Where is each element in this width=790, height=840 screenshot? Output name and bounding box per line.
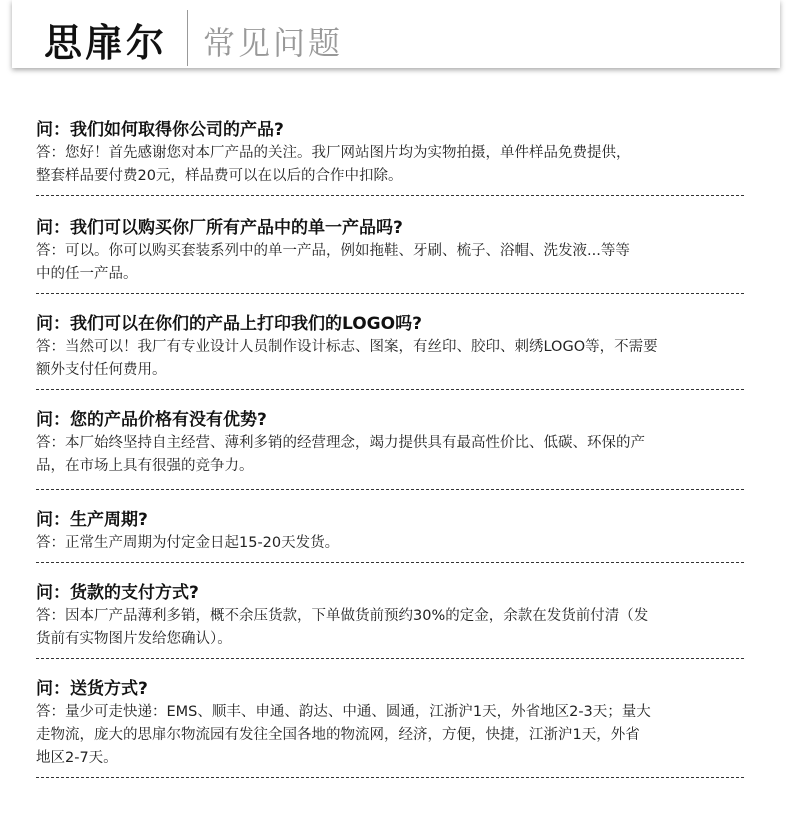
faq-item [36, 294, 744, 390]
faq-list [36, 118, 744, 778]
faq-question: 问：送货方式? [36, 679, 148, 699]
section-title: 常见问题 [203, 24, 344, 62]
faq-item [36, 196, 744, 294]
faq-answer-line: 地区2-7天。 [36, 750, 118, 766]
faq-item [36, 659, 744, 778]
faq-question: 问：生产周期? [36, 510, 148, 530]
faq-answer [36, 336, 744, 382]
faq-item [36, 118, 744, 196]
faq-answer-line: 答：因本厂产品薄利多销，概不余压货款，下单做货前预约30%的定金，余款在发货前付清（发 [36, 608, 649, 624]
faq-answer-line: 货前有实物图片发给您确认）。 [36, 631, 232, 647]
faq-answer [36, 142, 744, 188]
faq-answer-line: 答：本厂始终坚持自主经营、薄利多销的经营理念，竭力提供具有最高性价比、低碳、环保的产 [36, 435, 645, 451]
faq-question: 问：我们如何取得你公司的产品? [36, 120, 284, 140]
faq-item [36, 390, 744, 490]
header-divider [187, 10, 188, 66]
faq-answer [36, 701, 744, 770]
faq-answer [36, 240, 744, 286]
brand-logo-text: 思扉尔 [44, 21, 168, 65]
faq-item [36, 563, 744, 659]
faq-answer-line: 中的任一产品。 [36, 266, 138, 282]
faq-question: 问：我们可以在你们的产品上打印我们的LOGO吗? [36, 314, 422, 334]
faq-answer [36, 605, 744, 651]
faq-answer-line: 走物流，庞大的思扉尔物流园有发往全国各地的物流网，经济，方便，快捷，江浙沪1天，外省 [36, 727, 640, 743]
faq-question: 问：货款的支付方式? [36, 583, 199, 603]
faq-question: 问：我们可以购买你厂所有产品中的单一产品吗? [36, 218, 403, 238]
faq-answer-line: 品，在市场上具有很强的竞争力。 [36, 458, 254, 474]
page-header [12, 0, 780, 68]
faq-answer-line: 额外支付任何费用。 [36, 362, 167, 378]
faq-answer-line: 答：正常生产周期为付定金日起15-20天发货。 [36, 535, 340, 551]
faq-answer [36, 432, 744, 478]
faq-answer-line: 答：量少可走快递：EMS、顺丰、申通、韵达、中通、圆通，江浙沪1天，外省地区2-3天；量大 [36, 704, 651, 720]
faq-answer-line: 答：当然可以！我厂有专业设计人员制作设计标志、图案，有丝印、胶印、刺绣LOGO等，不需要 [36, 339, 658, 355]
faq-question: 问：您的产品价格有没有优势? [36, 410, 267, 430]
faq-answer-line: 答：您好！首先感谢您对本厂产品的关注。我厂网站图片均为实物拍摄，单件样品免费提供， [36, 145, 631, 161]
faq-answer-line: 整套样品要付费20元，样品费可以在以后的合作中扣除。 [36, 168, 403, 184]
faq-item [36, 490, 744, 563]
faq-answer [36, 532, 744, 555]
faq-answer-line: 答：可以。你可以购买套装系列中的单一产品，例如拖鞋、牙刷、梳子、浴帽、洗发液...等等 [36, 243, 630, 259]
